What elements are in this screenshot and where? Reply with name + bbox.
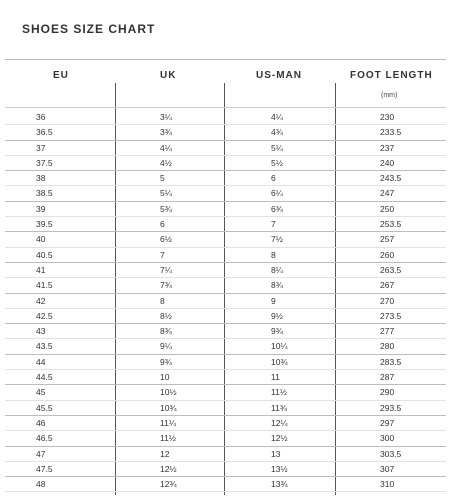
eu-size-cell: 42 [36, 295, 46, 306]
us-man-size-cell: 4¾ [271, 127, 283, 138]
us-man-size-cell: 9¾ [271, 326, 283, 337]
us-man-size-cell: 8¼ [271, 264, 283, 275]
foot-length-cell: 243.5 [380, 173, 402, 184]
eu-size-cell: 38 [36, 173, 46, 184]
eu-size-cell: 43 [36, 326, 46, 337]
uk-size-cell: 6½ [160, 234, 172, 245]
foot-length-cell: 303.5 [380, 448, 402, 459]
foot-length-cell: 293.5 [380, 402, 402, 413]
column-header-us-man: US-MAN [256, 70, 302, 81]
uk-size-cell: 12 [160, 448, 170, 459]
uk-size-cell: 9¾ [160, 356, 172, 367]
table-row [5, 141, 446, 156]
table-row [5, 401, 446, 416]
eu-size-cell: 45 [36, 387, 46, 398]
us-man-size-cell: 12¼ [271, 417, 288, 428]
us-man-size-cell: 11 [271, 372, 280, 383]
foot-length-cell: 280 [380, 341, 395, 352]
foot-length-cell: 257 [380, 234, 395, 245]
eu-size-cell: 42.5 [36, 310, 53, 321]
us-man-size-cell: 11½ [271, 387, 287, 398]
us-man-size-cell: 4¼ [271, 112, 283, 122]
eu-size-cell: 36 [36, 112, 46, 122]
eu-size-cell: 36.5 [36, 127, 53, 138]
eu-size-cell: 37.5 [36, 157, 53, 168]
uk-size-cell: 7¾ [160, 280, 172, 291]
eu-size-cell: 46 [36, 417, 46, 428]
uk-size-cell: 8¾ [160, 326, 172, 337]
foot-length-cell: 267 [380, 280, 395, 291]
column-header-eu: EU [53, 70, 69, 81]
uk-size-cell: 7 [160, 249, 165, 260]
uk-size-cell: 5¾ [160, 203, 172, 214]
table-row [5, 186, 446, 201]
table-row [5, 110, 446, 125]
page-title: SHOES SIZE CHART [22, 22, 156, 36]
eu-size-cell: 46.5 [36, 433, 53, 444]
size-table-body [5, 110, 446, 492]
table-row [5, 171, 446, 186]
eu-size-cell: 45.5 [36, 402, 53, 413]
eu-size-cell: 44 [36, 356, 46, 367]
us-man-size-cell: 13 [271, 448, 281, 459]
foot-length-cell: 233.5 [380, 127, 402, 138]
eu-size-cell: 41 [36, 264, 46, 275]
us-man-size-cell: 8¾ [271, 280, 283, 291]
us-man-size-cell: 8 [271, 249, 276, 260]
table-row [5, 263, 446, 278]
column-header-uk: UK [160, 70, 177, 81]
foot-length-cell: 250 [380, 203, 395, 214]
column-header-foot-length: FOOT LENGTH [350, 70, 433, 81]
us-man-size-cell: 11¾ [271, 402, 287, 413]
uk-size-cell: 12¾ [160, 479, 177, 490]
uk-size-cell: 4½ [160, 157, 172, 168]
us-man-size-cell: 13½ [271, 463, 288, 474]
us-man-size-cell: 6¼ [271, 188, 283, 199]
foot-length-cell: 260 [380, 249, 395, 260]
us-man-size-cell: 6¾ [271, 203, 283, 214]
eu-size-cell: 40.5 [36, 249, 53, 260]
header-divider [5, 107, 446, 108]
table-row [5, 355, 446, 370]
foot-length-cell: 240 [380, 157, 395, 168]
foot-length-cell: 307 [380, 463, 395, 474]
eu-size-cell: 41.5 [36, 280, 53, 291]
us-man-size-cell: 6 [271, 173, 276, 184]
foot-length-cell: 237 [380, 142, 395, 153]
uk-size-cell: 10¾ [160, 402, 177, 413]
us-man-size-cell: 5¼ [271, 142, 283, 153]
eu-size-cell: 48 [36, 479, 46, 490]
table-row [5, 294, 446, 309]
foot-length-cell: 230 [380, 112, 395, 122]
table-row [5, 370, 446, 385]
table-row [5, 156, 446, 171]
uk-size-cell: 5 [160, 173, 165, 184]
eu-size-cell: 47.5 [36, 463, 53, 474]
table-row [5, 309, 446, 324]
us-man-size-cell: 12½ [271, 433, 288, 444]
eu-size-cell: 38.5 [36, 188, 53, 199]
uk-size-cell: 9¼ [160, 341, 172, 352]
foot-length-cell: 287 [380, 372, 395, 383]
eu-size-cell: 37 [36, 142, 46, 153]
foot-length-cell: 270 [380, 295, 395, 306]
eu-size-cell: 43.5 [36, 341, 53, 352]
uk-size-cell: 5¼ [160, 188, 172, 199]
table-row [5, 385, 446, 400]
foot-length-cell: 247 [380, 188, 395, 199]
uk-size-cell: 3¼ [160, 112, 172, 122]
foot-length-cell: 273.5 [380, 310, 402, 321]
table-row [5, 477, 446, 492]
table-row [5, 217, 446, 232]
table-row [5, 202, 446, 217]
uk-size-cell: 8 [160, 295, 165, 306]
uk-size-cell: 11½ [160, 433, 176, 444]
eu-size-cell: 39.5 [36, 219, 53, 230]
table-row [5, 447, 446, 462]
eu-size-cell: 44.5 [36, 372, 53, 383]
table-row [5, 339, 446, 354]
eu-size-cell: 39 [36, 203, 46, 214]
table-row [5, 324, 446, 339]
us-man-size-cell: 9 [271, 295, 276, 306]
table-row [5, 232, 446, 247]
us-man-size-cell: 7 [271, 219, 276, 230]
foot-length-cell: 310 [380, 479, 395, 490]
table-row [5, 278, 446, 293]
foot-length-cell: 263.5 [380, 264, 402, 275]
us-man-size-cell: 10¾ [271, 356, 288, 367]
foot-length-cell: 253.5 [380, 219, 402, 230]
us-man-size-cell: 5½ [271, 157, 283, 168]
uk-size-cell: 6 [160, 219, 165, 230]
us-man-size-cell: 10¼ [271, 341, 288, 352]
table-row [5, 416, 446, 431]
foot-length-cell: 277 [380, 326, 395, 337]
uk-size-cell: 10½ [160, 387, 177, 398]
foot-length-cell: 290 [380, 387, 395, 398]
table-row [5, 125, 446, 140]
uk-size-cell: 4¼ [160, 142, 172, 153]
uk-size-cell: 11¼ [160, 417, 176, 428]
uk-size-cell: 3¾ [160, 127, 172, 138]
column-header-unit: (mm) [381, 92, 398, 99]
foot-length-cell: 283.5 [380, 356, 402, 367]
eu-size-cell: 47 [36, 448, 46, 459]
eu-size-cell: 40 [36, 234, 46, 245]
us-man-size-cell: 9½ [271, 310, 283, 321]
us-man-size-cell: 7½ [271, 234, 283, 245]
uk-size-cell: 10 [160, 372, 170, 383]
table-row [5, 431, 446, 446]
title-divider [5, 59, 446, 60]
foot-length-cell: 300 [380, 433, 395, 444]
us-man-size-cell: 13¾ [271, 479, 288, 490]
table-row [5, 462, 446, 477]
foot-length-cell: 297 [380, 417, 395, 428]
uk-size-cell: 8½ [160, 310, 172, 321]
table-row [5, 248, 446, 263]
uk-size-cell: 7¼ [160, 264, 172, 275]
uk-size-cell: 12½ [160, 463, 177, 474]
